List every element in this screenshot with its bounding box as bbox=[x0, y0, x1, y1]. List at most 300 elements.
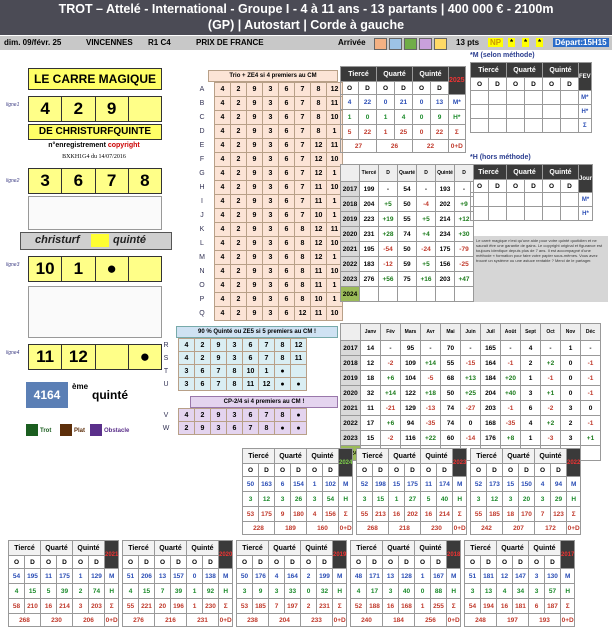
history-cell: 13 bbox=[383, 569, 399, 584]
history-cell: 1 bbox=[187, 599, 203, 614]
stats-cell: -25 bbox=[455, 257, 474, 272]
empty-cell bbox=[507, 193, 525, 207]
history-cell: 7 bbox=[269, 599, 285, 614]
stats-cell: - bbox=[461, 341, 481, 356]
sub-cell: D bbox=[291, 464, 307, 477]
empty-cell bbox=[561, 105, 579, 119]
history-cell: 130 bbox=[545, 569, 561, 584]
grid-cell: 2 bbox=[231, 111, 247, 125]
stats-cell: - bbox=[421, 341, 441, 356]
history-cell: 16 bbox=[41, 599, 57, 614]
grid-cell: 2 bbox=[195, 339, 211, 352]
history-cell: 180 bbox=[291, 507, 307, 522]
stats-cell: +40 bbox=[501, 386, 521, 401]
total-cell: 268 bbox=[357, 522, 389, 535]
history-cell: 128 bbox=[399, 569, 415, 584]
grid-cell: 11 bbox=[311, 279, 327, 293]
stats-col-header: Juin bbox=[461, 324, 481, 341]
col-header: Tiercé bbox=[341, 67, 377, 82]
sub-cell: O bbox=[275, 464, 291, 477]
data-cell: H* bbox=[449, 110, 466, 125]
grid-row-letter: T bbox=[163, 367, 169, 375]
col-header: Quinté bbox=[301, 541, 333, 556]
grid-cell: 4 bbox=[215, 223, 231, 237]
sub-cell: O bbox=[415, 556, 431, 569]
history-row bbox=[9, 599, 119, 614]
stats-col-header bbox=[341, 165, 360, 182]
history-table-2021 bbox=[8, 540, 119, 627]
combination-grid-3 bbox=[160, 408, 307, 435]
sub-cell: O bbox=[529, 556, 545, 569]
history-cell: 3 bbox=[237, 584, 253, 599]
data-cell: 22 bbox=[359, 125, 377, 140]
history-cell: 4 bbox=[9, 584, 25, 599]
history-cell: Σ bbox=[447, 599, 461, 614]
grid-cell: 8 bbox=[295, 279, 311, 293]
history-cell: 12 bbox=[497, 569, 513, 584]
sub-cell: O bbox=[389, 464, 405, 477]
total-cell: 256 bbox=[415, 614, 447, 627]
history-header bbox=[351, 541, 461, 556]
sub-cell: D bbox=[203, 556, 219, 569]
history-row bbox=[9, 569, 119, 584]
stats-col-header: D bbox=[417, 165, 436, 182]
magic-cell: 9 bbox=[96, 97, 129, 121]
sub-cell: D bbox=[431, 82, 449, 95]
stats-cell: 0 bbox=[561, 371, 581, 386]
christurf-logo-banner bbox=[20, 232, 172, 250]
grid-cell: 7 bbox=[295, 97, 311, 111]
history-cell: 3 bbox=[529, 584, 545, 599]
grid-cell: 7 bbox=[295, 195, 311, 209]
total-cell: 0+D bbox=[105, 614, 119, 627]
sub-header bbox=[471, 78, 592, 91]
grid-cell: 12 bbox=[311, 153, 327, 167]
year-2025-table bbox=[340, 66, 466, 153]
history-cell: 102 bbox=[323, 477, 339, 492]
empty-cell bbox=[543, 207, 561, 221]
history-cell: 185 bbox=[253, 599, 269, 614]
col-header: Quarté bbox=[389, 449, 421, 464]
race-date: dim. 09/févr. 25 bbox=[4, 38, 62, 47]
stats-col-header: Déc bbox=[581, 324, 601, 341]
history-row bbox=[237, 569, 347, 584]
total-cell: 0+D bbox=[339, 522, 353, 535]
grid-row bbox=[196, 265, 343, 279]
grid-cell: 2 bbox=[195, 352, 211, 365]
history-row bbox=[357, 477, 467, 492]
history-cell: 20 bbox=[155, 599, 171, 614]
grid-cell: 12 bbox=[259, 378, 275, 391]
method-row bbox=[471, 193, 593, 207]
grid-table bbox=[196, 82, 343, 321]
stats-col-header: Fév bbox=[381, 324, 401, 341]
sub-cell: O bbox=[471, 464, 487, 477]
stats-cell: +9 bbox=[455, 197, 474, 212]
magic-cell: 2 bbox=[62, 97, 95, 121]
grid-cell: 6 bbox=[279, 181, 295, 195]
grid-cell: 6 bbox=[279, 209, 295, 223]
grid-cell: 12 bbox=[327, 83, 343, 97]
history-row bbox=[243, 507, 353, 522]
m-method-table bbox=[470, 62, 592, 133]
history-cell: 15 bbox=[389, 477, 405, 492]
grid-row-letter: J bbox=[200, 212, 204, 219]
sub-header bbox=[243, 464, 353, 477]
data-cell: 1 bbox=[377, 110, 395, 125]
col-header: Quinté bbox=[307, 449, 339, 464]
pts-label: 13 pts bbox=[456, 38, 480, 47]
grid-cell: ● bbox=[275, 365, 291, 378]
method-header bbox=[471, 165, 593, 180]
race-info-bar bbox=[0, 36, 612, 50]
grid-cell: 6 bbox=[279, 293, 295, 307]
grid-row-letter: K bbox=[199, 226, 205, 233]
stats-cell: 74 bbox=[441, 401, 461, 416]
race-title-line1: TROT – Attelé - International - Groupe I - 4 à 11 ans - 13 partants | 400 000 € - 2100m bbox=[58, 2, 554, 16]
data-cell: 0 bbox=[377, 95, 395, 110]
arrival-box-4 bbox=[419, 38, 432, 50]
total-cell: 189 bbox=[275, 522, 307, 535]
sub-cell: D bbox=[561, 180, 579, 193]
history-cell: M bbox=[447, 569, 461, 584]
stats-cell: -35 bbox=[501, 416, 521, 431]
side-label-2: ligne2 bbox=[6, 178, 20, 184]
grid-cell: 9 bbox=[247, 209, 263, 223]
row-tag: H* bbox=[579, 105, 592, 119]
stats-cell: +25 bbox=[461, 386, 481, 401]
stats-cell: 1 bbox=[521, 371, 541, 386]
history-cell: 39 bbox=[171, 584, 187, 599]
sub-cell: O bbox=[269, 556, 285, 569]
grid-cell: 8 bbox=[227, 378, 243, 391]
empty-cell bbox=[525, 119, 543, 133]
magic-cell: 11 bbox=[29, 345, 62, 369]
stats-cell: +16 bbox=[417, 272, 436, 287]
history-cell: 94 bbox=[551, 477, 567, 492]
stats-cell: 2021 bbox=[341, 401, 361, 416]
total-cell: 228 bbox=[243, 522, 275, 535]
grid-cell: 7 bbox=[295, 125, 311, 139]
history-cell: 2 bbox=[73, 584, 89, 599]
method-table bbox=[470, 62, 592, 133]
col-header: Tiercé bbox=[471, 165, 507, 180]
grid-cell: 2 bbox=[231, 97, 247, 111]
stats-cell: -1 bbox=[501, 356, 521, 371]
history-row bbox=[123, 599, 233, 614]
history-row bbox=[123, 569, 233, 584]
sub-cell: O bbox=[413, 82, 431, 95]
stats-cell: 18 bbox=[361, 371, 381, 386]
stats-cell: 2020 bbox=[341, 386, 361, 401]
history-cell: 11 bbox=[421, 477, 437, 492]
empty-cell bbox=[471, 91, 489, 105]
empty-cell bbox=[525, 105, 543, 119]
grid-cell: 9 bbox=[247, 223, 263, 237]
stats-cell: 2023 bbox=[341, 272, 360, 287]
grid-cell: 6 bbox=[195, 365, 211, 378]
total-cell: 233 bbox=[301, 614, 333, 627]
grid-cell: 11 bbox=[327, 139, 343, 153]
stats-cell bbox=[360, 287, 379, 302]
sub-cell: D bbox=[253, 556, 269, 569]
history-cell: 1 bbox=[389, 492, 405, 507]
grid-cell: 1 bbox=[327, 251, 343, 265]
history-table bbox=[350, 540, 461, 627]
grid-cell: 10 bbox=[243, 365, 259, 378]
empty-cell bbox=[525, 193, 543, 207]
stats-cell: 4 bbox=[521, 416, 541, 431]
grid-row-letter: S bbox=[163, 354, 169, 362]
magic-cell: ● bbox=[96, 257, 129, 281]
stats-row bbox=[341, 287, 474, 302]
grid-cell: 4 bbox=[215, 237, 231, 251]
col-header: Quarté bbox=[275, 449, 307, 464]
obstacle-swatch bbox=[90, 424, 102, 436]
sub-cell: D bbox=[395, 82, 413, 95]
history-cell: 188 bbox=[367, 599, 383, 614]
history-cell: 3 bbox=[471, 492, 487, 507]
stats-cell: -13 bbox=[421, 401, 441, 416]
history-cell: 55 bbox=[123, 599, 139, 614]
grid-cell: 9 bbox=[247, 139, 263, 153]
history-cell: Σ bbox=[219, 599, 233, 614]
stats-col-header: Juil bbox=[481, 324, 501, 341]
history-cell: 15 bbox=[373, 492, 389, 507]
history-cell: 164 bbox=[285, 569, 301, 584]
sub-cell: O bbox=[357, 464, 373, 477]
grid-cell: 2 bbox=[231, 153, 247, 167]
grid-row-letter: W bbox=[162, 424, 170, 432]
stats-row bbox=[341, 212, 474, 227]
yearly-stats-table bbox=[340, 164, 474, 302]
stats-cell: +18 bbox=[421, 386, 441, 401]
history-cell: 9 bbox=[253, 584, 269, 599]
total-cell: 231 bbox=[187, 614, 219, 627]
grid-cell: 12 bbox=[311, 223, 327, 237]
stats-cell: +1 bbox=[581, 431, 601, 446]
grid-cell: 4 bbox=[215, 293, 231, 307]
sub-cell: D bbox=[431, 556, 447, 569]
history-cell: 5 bbox=[421, 492, 437, 507]
sub-cell: O bbox=[535, 464, 551, 477]
stats-cell: 94 bbox=[401, 416, 421, 431]
stats-cell: -2 bbox=[541, 401, 561, 416]
stats-cell: 168 bbox=[481, 416, 501, 431]
empty-cell bbox=[489, 207, 507, 221]
history-year: 2023 bbox=[453, 449, 467, 477]
history-cell: 3 bbox=[73, 599, 89, 614]
history-cell: Σ bbox=[453, 507, 467, 522]
stats-cell: -27 bbox=[461, 401, 481, 416]
totals-row bbox=[341, 140, 466, 153]
col-header: Tiercé bbox=[243, 449, 275, 464]
stats-cell: -4 bbox=[417, 197, 436, 212]
grid-row-letter: A bbox=[199, 86, 205, 93]
grid-cell: 8 bbox=[227, 365, 243, 378]
empty-cell bbox=[561, 193, 579, 207]
stats-cell: +6 bbox=[381, 416, 401, 431]
history-cell: 123 bbox=[551, 507, 567, 522]
stats-cell: 2024 bbox=[341, 287, 360, 302]
data-cell: 0 bbox=[413, 95, 431, 110]
magic-row-3 bbox=[28, 256, 162, 282]
stats-cell: - bbox=[541, 341, 561, 356]
grid-cell: 3 bbox=[263, 195, 279, 209]
col-header: Quinté bbox=[187, 541, 219, 556]
stats-row bbox=[341, 341, 601, 356]
grid-cell: 6 bbox=[243, 352, 259, 365]
race-prix: PRIX DE FRANCE bbox=[196, 38, 264, 47]
monthly-stats-table bbox=[340, 323, 601, 461]
grid-row-letter: M bbox=[199, 254, 205, 261]
history-cell: 52 bbox=[357, 477, 373, 492]
magic-cell bbox=[96, 345, 129, 369]
history-cell: 3 bbox=[275, 492, 291, 507]
data-row bbox=[341, 95, 466, 110]
grid-cell: 4 bbox=[215, 125, 231, 139]
total-cell: 216 bbox=[155, 614, 187, 627]
sub-header bbox=[9, 556, 119, 569]
grid-cell: 11 bbox=[311, 307, 327, 321]
grid-cell: 7 bbox=[259, 409, 275, 422]
stats-cell: 165 bbox=[481, 341, 501, 356]
race-code: R1 C4 bbox=[148, 38, 171, 47]
stats-cell: - bbox=[379, 182, 398, 197]
grid-cell: 3 bbox=[263, 167, 279, 181]
history-cell: 202 bbox=[405, 507, 421, 522]
h-method-table bbox=[470, 164, 593, 221]
grid-cell: 6 bbox=[279, 167, 295, 181]
dot-2: * bbox=[524, 38, 528, 47]
history-header bbox=[357, 449, 467, 464]
totals-row bbox=[9, 614, 119, 627]
col-header: Tiercé bbox=[465, 541, 497, 556]
stats-cell: -2 bbox=[381, 356, 401, 371]
history-cell: H bbox=[567, 492, 581, 507]
grid-cell: 6 bbox=[279, 111, 295, 125]
sub-cell: O bbox=[123, 556, 139, 569]
history-cell: M bbox=[105, 569, 119, 584]
stats-cell: 104 bbox=[401, 371, 421, 386]
total-cell: 218 bbox=[389, 522, 421, 535]
data-cell: 5 bbox=[341, 125, 359, 140]
dot-1: * bbox=[510, 38, 514, 47]
history-cell: 39 bbox=[57, 584, 73, 599]
grid-cell: 8 bbox=[311, 97, 327, 111]
history-table-2024 bbox=[242, 448, 353, 535]
empty-cell bbox=[561, 207, 579, 221]
stats-cell: +2 bbox=[541, 416, 561, 431]
grid-cell: 4 bbox=[215, 181, 231, 195]
empty-cell bbox=[525, 91, 543, 105]
stats-cell: +19 bbox=[379, 212, 398, 227]
empty-cell bbox=[489, 105, 507, 119]
stats-cell: 116 bbox=[401, 431, 421, 446]
grid-cell: 9 bbox=[247, 111, 263, 125]
grid-cell: 6 bbox=[279, 265, 295, 279]
grid-cell: 2 bbox=[231, 251, 247, 265]
arrivee-label: Arrivée bbox=[338, 38, 366, 47]
stats-cell: 109 bbox=[401, 356, 421, 371]
stats-cell: +14 bbox=[381, 386, 401, 401]
quinte-ordinal: ème bbox=[72, 382, 89, 391]
history-cell: 129 bbox=[89, 569, 105, 584]
grid-row-letter: O bbox=[199, 282, 205, 289]
history-cell: 4 bbox=[497, 584, 513, 599]
grid-cell: 3 bbox=[227, 352, 243, 365]
stats-row bbox=[341, 242, 474, 257]
grid-cell: 3 bbox=[263, 265, 279, 279]
grid-cell: 7 bbox=[243, 422, 259, 435]
total-cell: 197 bbox=[497, 614, 529, 627]
arrival-box-1 bbox=[374, 38, 387, 50]
stats-row bbox=[341, 227, 474, 242]
grid-cell: 6 bbox=[195, 378, 211, 391]
stats-cell: +22 bbox=[421, 431, 441, 446]
total-cell: 172 bbox=[535, 522, 567, 535]
grid-row-letter: G bbox=[199, 170, 205, 177]
stats-col-header: Janv bbox=[361, 324, 381, 341]
grid-row bbox=[160, 365, 307, 378]
stats-cell: 175 bbox=[436, 242, 455, 257]
grid-row-letter: F bbox=[199, 156, 205, 163]
history-cell: 54 bbox=[323, 492, 339, 507]
grid-cell: 2 bbox=[231, 293, 247, 307]
history-cell: 3 bbox=[243, 492, 259, 507]
stats-cell: 14 bbox=[361, 341, 381, 356]
grid-row-letter: V bbox=[163, 411, 169, 419]
history-cell: 1 bbox=[415, 599, 431, 614]
col-header: Tiercé bbox=[351, 541, 383, 556]
sub-cell: O bbox=[301, 556, 317, 569]
empty-cell bbox=[507, 119, 525, 133]
col-header: Quarté bbox=[155, 541, 187, 556]
method-side-label: Jour bbox=[579, 165, 593, 193]
sub-cell: O bbox=[421, 464, 437, 477]
history-cell: 157 bbox=[171, 569, 187, 584]
sub-cell: O bbox=[471, 180, 489, 193]
sub-cell: O bbox=[351, 556, 367, 569]
stats-cell bbox=[455, 287, 474, 302]
grid-cell: 3 bbox=[263, 209, 279, 223]
history-cell: 0 bbox=[187, 569, 203, 584]
col-header: Quinté bbox=[535, 449, 567, 464]
grid-cell: ● bbox=[275, 378, 291, 391]
history-row bbox=[351, 569, 461, 584]
copyright-label: copyright bbox=[107, 142, 140, 149]
quinte-word: quinté bbox=[92, 388, 128, 402]
grid-cell: 3 bbox=[263, 139, 279, 153]
sub-cell: D bbox=[525, 78, 543, 91]
history-cell: 196 bbox=[171, 599, 187, 614]
sub-header bbox=[471, 464, 581, 477]
grid-row bbox=[196, 181, 343, 195]
grid-row bbox=[196, 97, 343, 111]
history-cell: 48 bbox=[351, 569, 367, 584]
grid-cell: 6 bbox=[279, 195, 295, 209]
sub-cell: O bbox=[73, 556, 89, 569]
history-cell: H bbox=[105, 584, 119, 599]
grid-cell: 2 bbox=[195, 409, 211, 422]
grid-cell: 2 bbox=[231, 125, 247, 139]
col-header: Quinté bbox=[73, 541, 105, 556]
grid-cell bbox=[291, 365, 307, 378]
data-cell: 22 bbox=[359, 95, 377, 110]
total-cell: 230 bbox=[41, 614, 73, 627]
year-label: 2025 bbox=[449, 67, 466, 95]
col-header: Quarté bbox=[269, 541, 301, 556]
